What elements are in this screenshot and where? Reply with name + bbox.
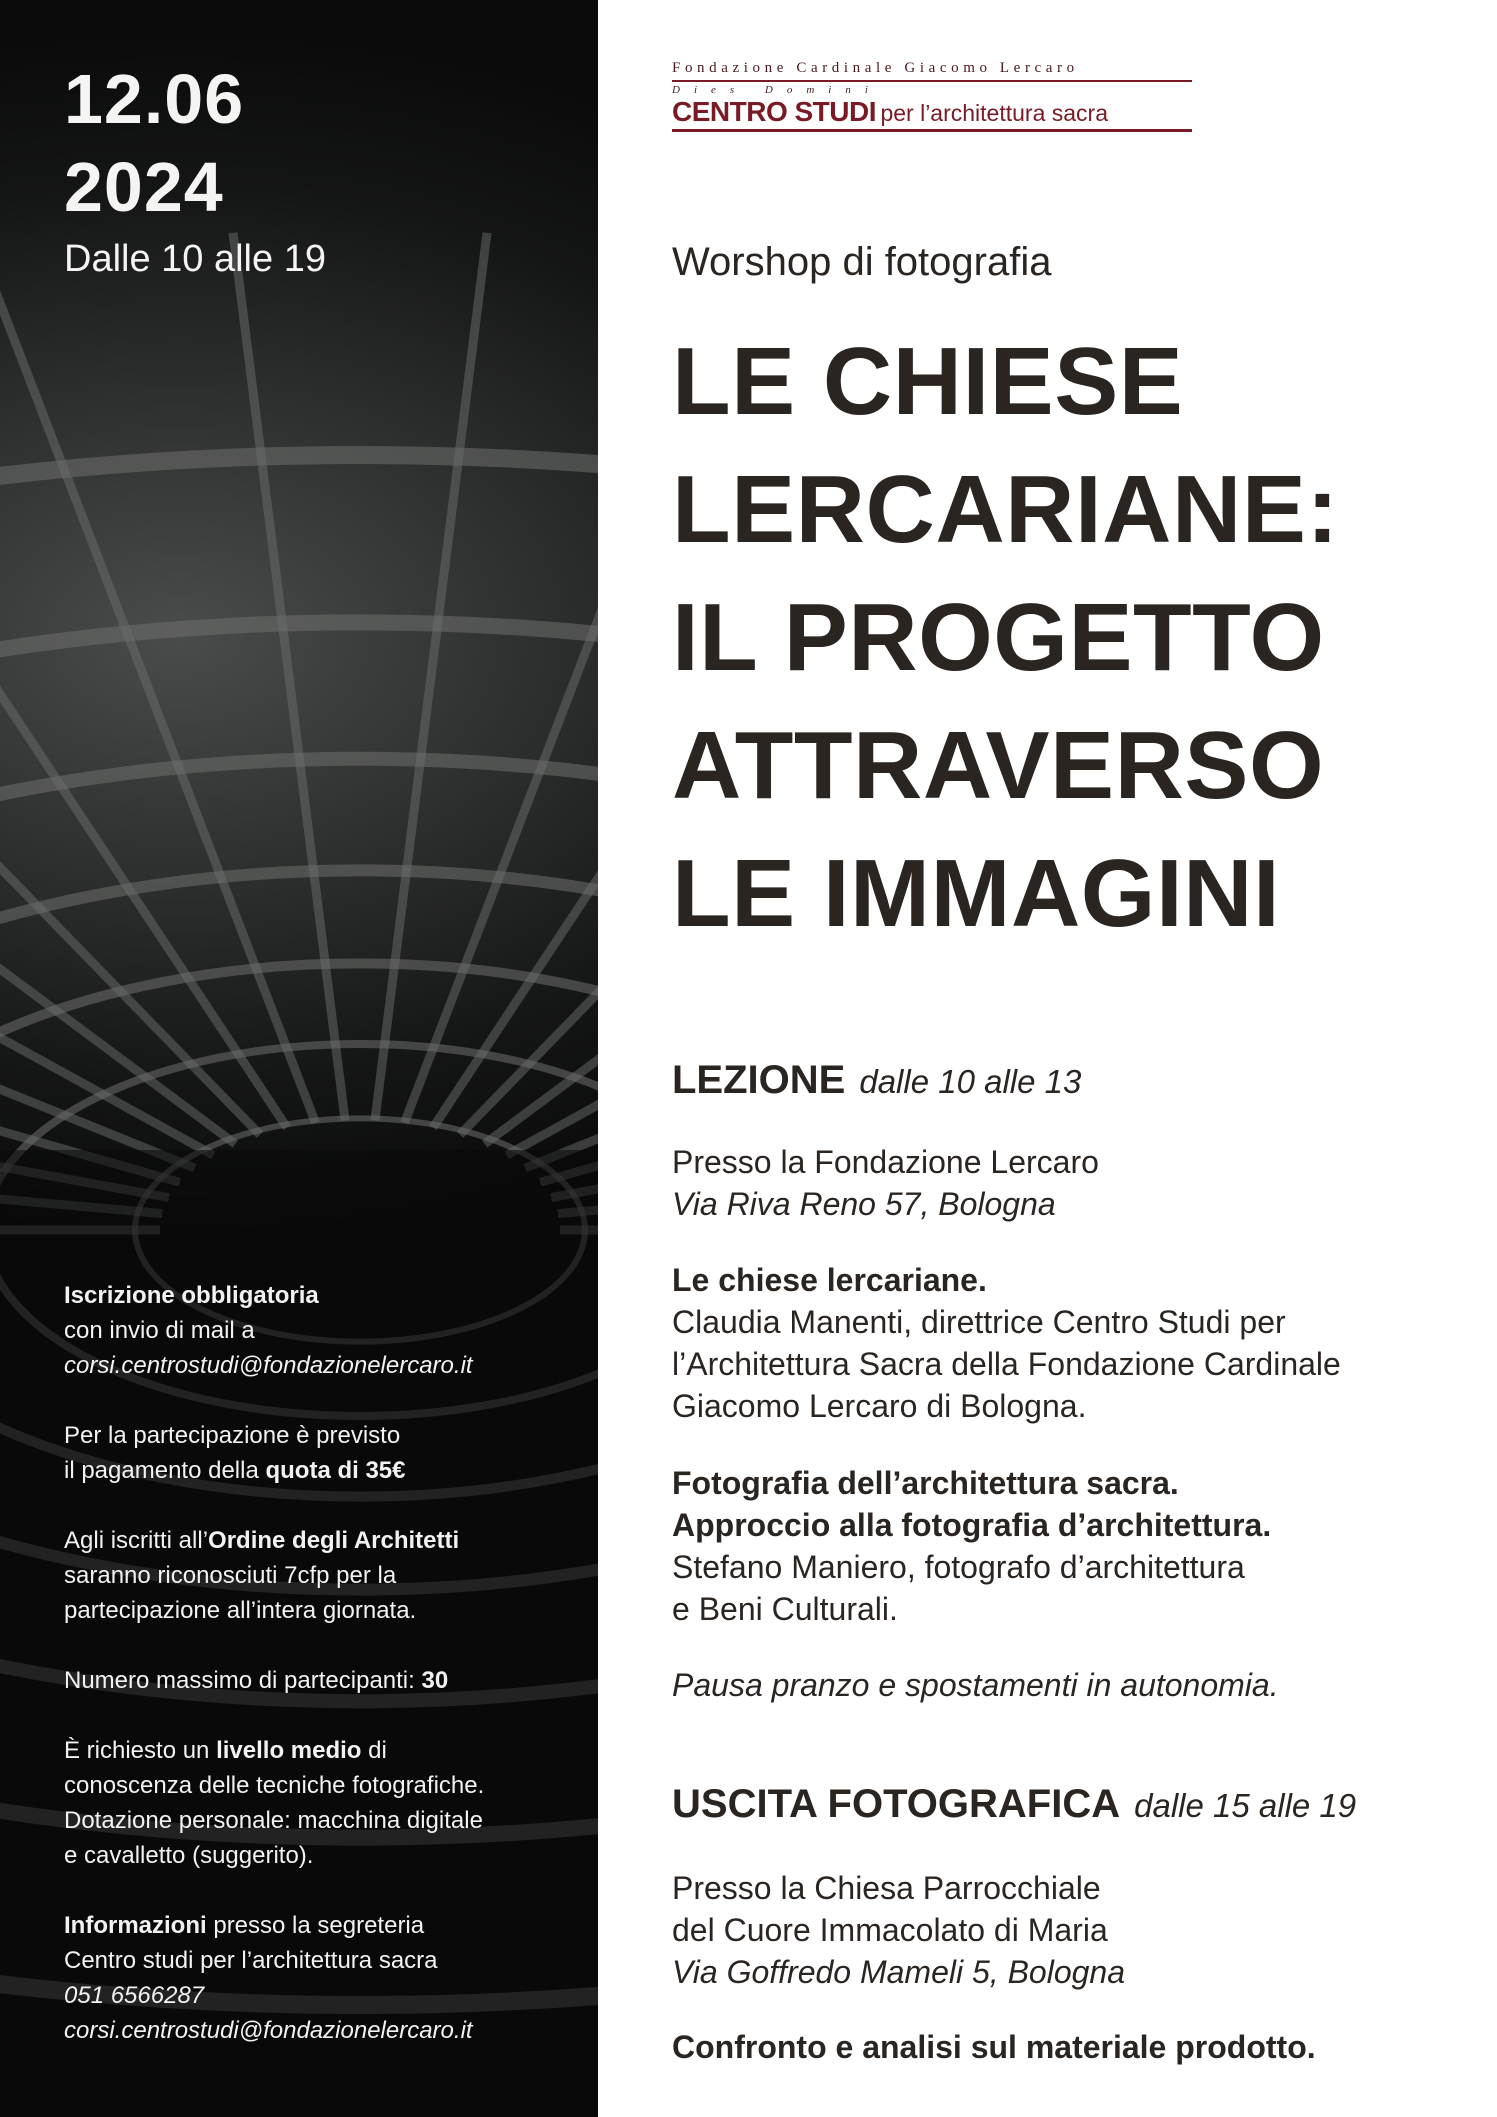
logo-underline [672, 129, 1192, 132]
lunch-break-note [672, 1664, 1462, 1706]
lezione-talk-2-text: Approccio alla fotografia d’architettura. [672, 1507, 1272, 1543]
uscita-heading [672, 1782, 1356, 1827]
left-photo-panel [0, 0, 598, 2117]
lezione-time: dalle 10 alle 13 [859, 1063, 1082, 1100]
info-text: Iscrizione obbligatoria [64, 1282, 319, 1309]
info-paragraph [64, 1523, 584, 1628]
lezione-title: LEZIONE [672, 1058, 846, 1102]
info-text: Informazioni [64, 1912, 207, 1939]
lezione-talk-2-text: Fotografia dell’architettura sacra. [672, 1465, 1179, 1501]
logo-dies-domini: Dies Domini [672, 84, 882, 96]
info-paragraph [64, 1663, 584, 1698]
info-text: partecipazione all’intera giornata. [64, 1597, 417, 1624]
vault-radial-rib [233, 233, 345, 1121]
info-text: livello medio [216, 1737, 362, 1764]
lezione-place-text: Presso la Fondazione Lercaro [672, 1144, 1099, 1180]
vault-radial-rib [525, 667, 598, 1168]
logo-sub-text: per l’architettura sacra [880, 100, 1108, 126]
uscita-place-text: Via Goffredo Mameli 5, Bologna [672, 1954, 1125, 1990]
info-text: quota di 35€ [265, 1457, 406, 1484]
lezione-talk-1-text: Claudia Manenti, direttrice Centro Studi per [672, 1304, 1286, 1340]
info-text: Dotazione personale: macchina digitale [64, 1807, 483, 1834]
uscita-time: dalle 15 alle 19 [1134, 1787, 1357, 1824]
registration-info [64, 1278, 584, 2083]
lunch-break-note-text: Pausa pranzo e spostamenti in autonomia. [672, 1667, 1279, 1703]
main-title [672, 318, 1462, 958]
info-paragraph [64, 1733, 584, 1873]
info-text: Centro studi per l’architettura sacra [64, 1947, 438, 1974]
info-text: e cavalletto (suggerito). [64, 1842, 314, 1869]
info-text: È richiesto un [64, 1737, 217, 1764]
event-date-year: 2024 [64, 148, 224, 226]
lezione-talk-2-text: e Beni Culturali. [672, 1591, 898, 1627]
event-time-range: Dalle 10 alle 19 [64, 238, 326, 280]
uscita-place [672, 1867, 1462, 1993]
info-paragraph [64, 1278, 584, 1383]
logo-main-text: CENTRO STUDI [672, 96, 876, 127]
vault-radial-rib [485, 448, 598, 1144]
info-text: Agli iscritti all’ [64, 1527, 209, 1554]
event-date-day: 12.06 [64, 60, 245, 138]
lezione-talk-1-text: Le chiese lercariane. [672, 1262, 987, 1298]
info-paragraph [64, 1908, 584, 2048]
info-text: corsi.centrostudi@fondazionelercaro.it [64, 2017, 473, 2044]
uscita-place-text: del Cuore Immacolato di Maria [672, 1912, 1108, 1948]
logo-centro-studi [672, 96, 1192, 128]
lezione-place [672, 1141, 1462, 1225]
vault-radial-rib [460, 364, 598, 1135]
info-text: saranno riconosciuti 7cfp per la [64, 1562, 397, 1589]
lezione-heading [672, 1058, 1081, 1103]
lezione-talk-2 [672, 1462, 1462, 1630]
lezione-talk-2-text: Stefano Maniero, fotografo d’architettura [672, 1549, 1245, 1585]
info-text: presso la segreteria [206, 1912, 425, 1939]
info-text: il pagamento della [64, 1457, 266, 1484]
lezione-talk-1-text: Giacomo Lercaro di Bologna. [672, 1388, 1087, 1424]
info-text: 30 [421, 1667, 449, 1694]
info-text: di [361, 1737, 387, 1764]
lezione-place-text: Via Riva Reno 57, Bologna [672, 1186, 1056, 1222]
info-text: corsi.centrostudi@fondazionelercaro.it [64, 1352, 473, 1379]
info-text: con invio di mail a [64, 1317, 255, 1344]
info-text: Ordine degli Architetti [208, 1527, 460, 1554]
vault-radial-rib [0, 255, 315, 1123]
title-line: LE CHIESE [672, 328, 1184, 435]
vault-radial-rib [433, 299, 598, 1127]
lezione-talk-1 [672, 1259, 1462, 1427]
info-paragraph [64, 1418, 584, 1488]
info-text: conoscenza delle tecniche fotografiche. [64, 1772, 485, 1799]
uscita-title: USCITA FOTOGRAFICA [672, 1782, 1121, 1826]
info-text: 051 6566287 [64, 1982, 205, 2009]
title-line: LE IMMAGINI [672, 840, 1281, 947]
title-line: LERCARIANE: [672, 456, 1339, 563]
logo-divider [672, 80, 1192, 82]
uscita-closing: Confronto e analisi sul materiale prodotto. [672, 2029, 1316, 2065]
centro-studi-logo [672, 60, 1192, 132]
vault-radial-rib [0, 448, 235, 1144]
title-line: IL PROGETTO [672, 584, 1325, 691]
vault-radial-rib [375, 233, 487, 1121]
title-line: ATTRAVERSO [672, 712, 1325, 819]
uscita-place-text: Presso la Chiesa Parrocchiale [672, 1870, 1101, 1906]
info-text: Numero massimo di partecipanti: [64, 1667, 422, 1694]
logo-foundation-name: Fondazione Cardinale Giacomo Lercaro [672, 60, 1079, 76]
workshop-label: Worshop di fotografia [672, 240, 1052, 284]
lezione-talk-1-text: l’Architettura Sacra della Fondazione Cardinale [672, 1346, 1341, 1382]
info-text: Per la partecipazione è previsto [64, 1422, 401, 1449]
